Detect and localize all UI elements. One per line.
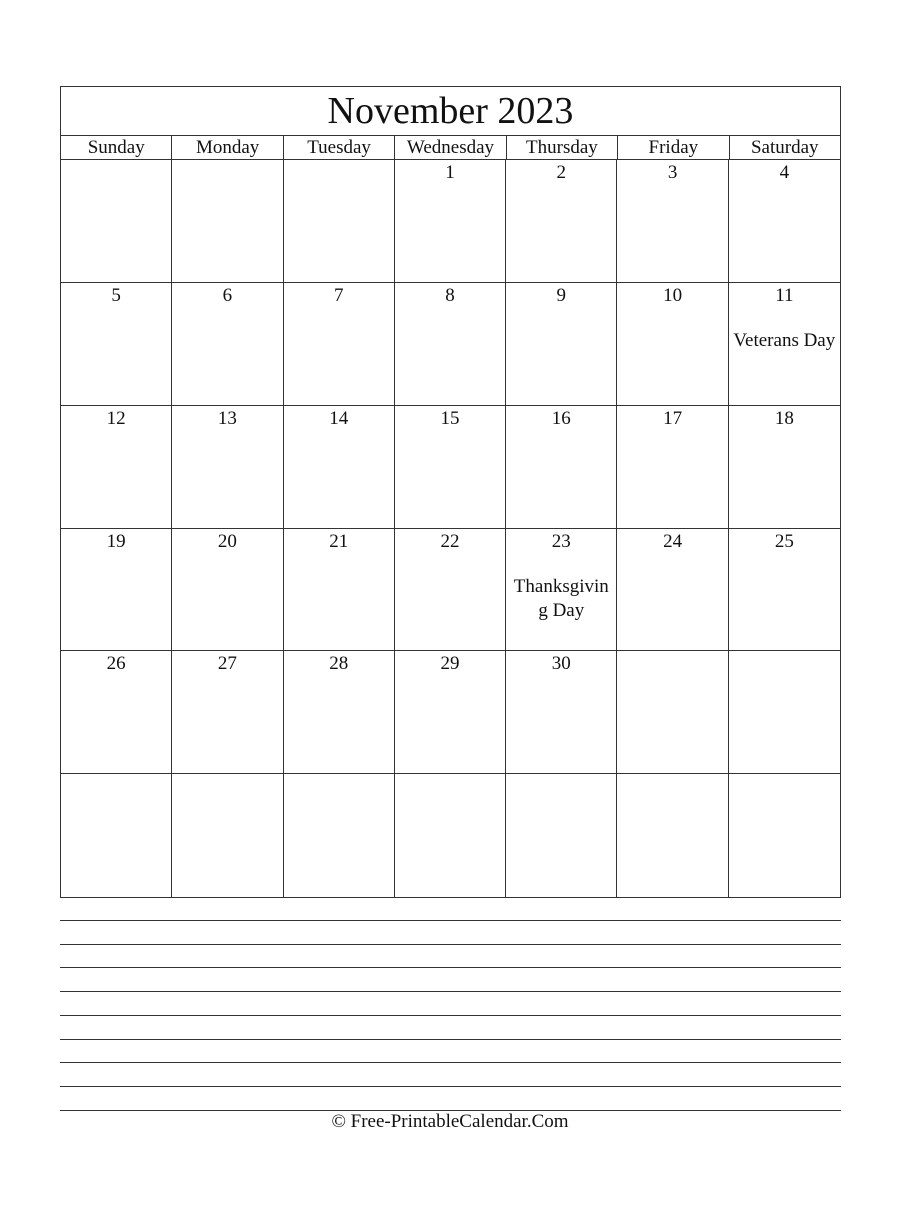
day-cell: [729, 160, 840, 283]
day-cell: [172, 651, 283, 774]
note-line: [60, 944, 841, 945]
day-number: 12: [106, 407, 126, 429]
day-cell: [395, 651, 506, 774]
day-cell: [284, 774, 395, 897]
day-cell: [284, 283, 395, 406]
day-cell: [61, 774, 172, 897]
weekday-header-monday: Monday: [172, 136, 283, 159]
day-number: 15: [440, 407, 460, 429]
weekday-header-thursday: Thursday: [507, 136, 618, 159]
day-number: 19: [106, 530, 126, 552]
day-number: 3: [667, 162, 678, 183]
day-number: 21: [329, 530, 349, 552]
day-cell: [506, 160, 617, 283]
day-cell: [172, 283, 283, 406]
day-cell: [617, 774, 728, 897]
day-cell: [506, 774, 617, 897]
holiday-label: Thanksgiving Day: [513, 575, 609, 621]
day-number: 1: [445, 162, 455, 183]
weekday-header-row: [61, 136, 840, 160]
day-cell: [284, 529, 395, 652]
day-cell: [617, 406, 728, 529]
note-line: [60, 1039, 841, 1040]
day-number: 9: [556, 284, 567, 306]
day-number: 18: [774, 407, 794, 429]
note-line: [60, 967, 841, 968]
day-cell: [617, 529, 728, 652]
note-line: [60, 991, 841, 992]
day-cell: [506, 406, 617, 529]
day-cell: [617, 160, 728, 283]
day-number: 20: [217, 530, 237, 552]
weekday-header-saturday: Saturday: [750, 137, 819, 158]
day-cell: [729, 529, 840, 652]
day-cell: [395, 160, 506, 283]
day-cell: [284, 160, 395, 283]
weekday-header-wednesday: Wednesday: [395, 136, 506, 159]
day-number: 11: [775, 284, 794, 306]
day-cell: [617, 283, 728, 406]
day-cell: [61, 529, 172, 652]
day-number: 23: [551, 530, 571, 552]
day-number: 4: [779, 162, 790, 183]
day-number: 13: [217, 407, 237, 429]
day-cell: [61, 160, 172, 283]
day-number: 10: [663, 284, 683, 306]
day-number: 2: [556, 162, 567, 183]
day-cell: [284, 406, 395, 529]
weekday-header-tuesday: Tuesday: [284, 136, 395, 159]
day-number: 7: [333, 284, 344, 306]
day-cell: [172, 774, 283, 897]
notes-area: [60, 920, 841, 1112]
day-cell: [395, 529, 506, 652]
note-line: [60, 920, 841, 921]
day-cell: [172, 160, 283, 283]
day-number: 17: [663, 407, 683, 429]
weekday-header-friday: Friday: [618, 136, 729, 159]
footer-credit: © Free-PrintableCalendar.Com: [331, 1111, 569, 1132]
day-cell: [729, 651, 840, 774]
note-line: [60, 1062, 841, 1063]
day-number: 5: [111, 284, 121, 306]
day-number: 30: [551, 653, 571, 675]
day-cell: [506, 651, 617, 774]
calendar: [60, 86, 841, 898]
weekday-header-sunday: Sunday: [61, 136, 172, 159]
day-number: 26: [106, 653, 126, 675]
day-number: 6: [222, 284, 233, 306]
day-cell: [617, 651, 728, 774]
calendar-grid: [61, 160, 840, 897]
day-number: 8: [445, 284, 455, 306]
day-cell: [61, 406, 172, 529]
day-number: 14: [329, 407, 349, 429]
day-cell: [172, 406, 283, 529]
day-cell: [61, 651, 172, 774]
day-cell: [172, 529, 283, 652]
holiday-label: Veterans Day: [733, 329, 836, 351]
day-cell: [395, 283, 506, 406]
day-cell: [729, 406, 840, 529]
day-cell: [506, 529, 617, 652]
day-number: 24: [663, 530, 683, 552]
day-cell: [729, 283, 840, 406]
day-cell: [395, 406, 506, 529]
day-cell: [729, 774, 840, 897]
day-number: 28: [329, 653, 349, 675]
note-line: [60, 1086, 841, 1087]
day-cell: [284, 651, 395, 774]
note-line: [60, 1015, 841, 1016]
day-number: 25: [774, 530, 794, 552]
day-cell: [506, 283, 617, 406]
day-number: 29: [440, 653, 460, 675]
calendar-title: November 2023: [61, 87, 840, 136]
day-cell: [395, 774, 506, 897]
day-cell: [61, 283, 172, 406]
day-number: 27: [217, 653, 237, 675]
day-number: 16: [551, 407, 571, 429]
day-number: 22: [440, 530, 460, 552]
